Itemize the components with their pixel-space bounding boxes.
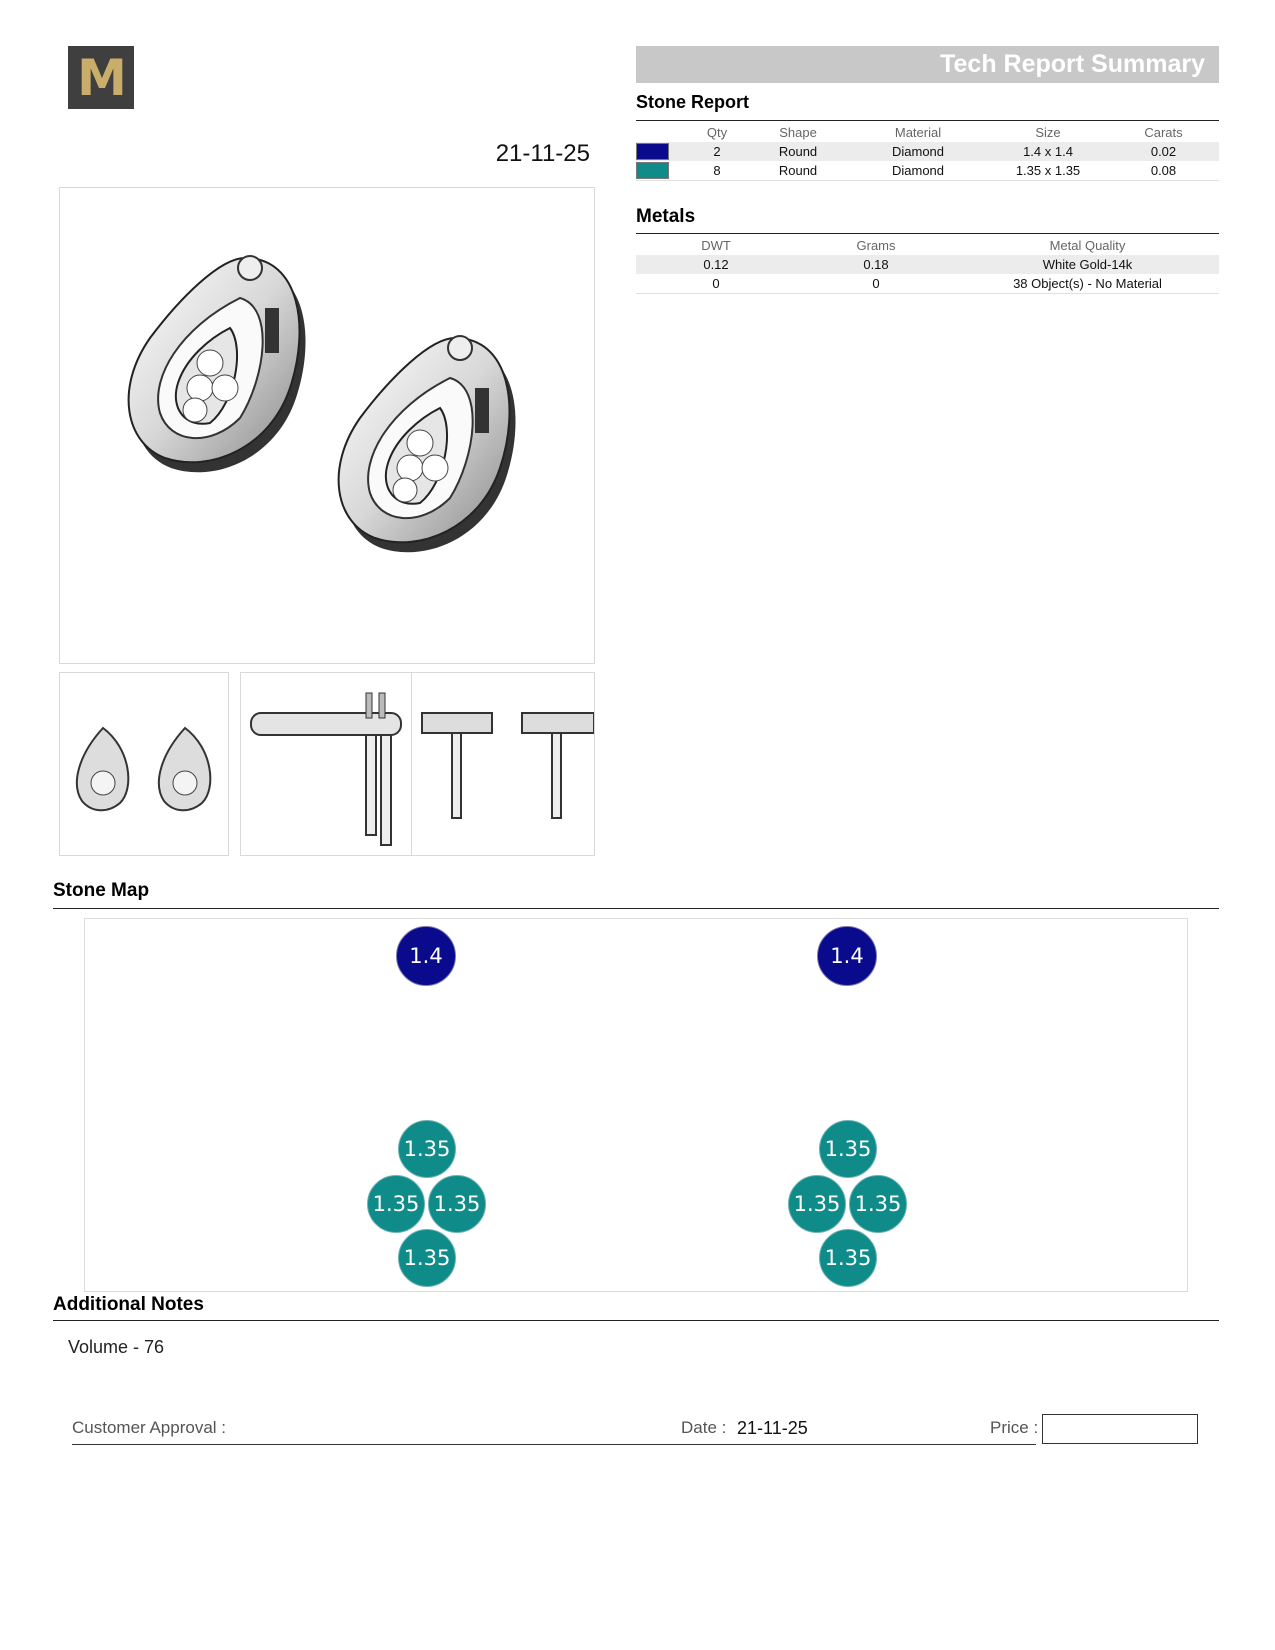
table-row: [636, 274, 1219, 294]
swatch-header: [636, 122, 686, 142]
table-row: [636, 142, 1219, 161]
stone-marker: 1.35: [788, 1175, 846, 1233]
side-view-render: [241, 673, 411, 855]
profile-view-render: [412, 673, 594, 855]
metals-table: [636, 235, 1219, 294]
stone-marker: 1.35: [819, 1120, 877, 1178]
stone-marker: 1.35: [367, 1175, 425, 1233]
col-qty: Qty: [706, 124, 728, 140]
stone-map-heading: Stone Map: [53, 880, 150, 901]
additional-notes-rule: [53, 1320, 1219, 1321]
stone-marker: 1.35: [398, 1229, 456, 1287]
table-row: [636, 161, 1219, 181]
stone-qty: 2: [686, 142, 748, 161]
stone-report-table: [636, 122, 1219, 181]
col-metal-quality: Metal Quality: [1049, 237, 1126, 253]
thumbnail-front-view: [59, 672, 229, 856]
stone-report-header-row: [636, 122, 1219, 142]
stone-marker: 1.35: [428, 1175, 486, 1233]
additional-notes-heading: Additional Notes: [53, 1294, 204, 1315]
stone-material: Diamond: [848, 142, 988, 161]
col-size: Size: [1035, 124, 1061, 140]
col-material: Material: [894, 124, 942, 140]
company-logo: [68, 46, 134, 109]
stone-size: 1.35 x 1.35: [988, 161, 1108, 181]
stone-shape: Round: [748, 142, 848, 161]
date-label: Date :: [681, 1418, 727, 1437]
earrings-render: [60, 188, 594, 663]
metals-heading: Metals: [636, 206, 696, 227]
approval-line: [72, 1444, 1036, 1445]
notes-text: Volume - 76: [68, 1337, 165, 1357]
approval-date-value: 21-11-25: [737, 1418, 808, 1438]
stone-carats: 0.08: [1108, 161, 1219, 181]
thumbnail-profile-view: [411, 672, 595, 856]
stone-marker: 1.4: [817, 926, 877, 986]
stone-marker: 1.4: [396, 926, 456, 986]
stone-shape: Round: [748, 161, 848, 181]
metal-quality: 38 Object(s) - No Material: [956, 274, 1219, 294]
stone-color-swatch: [636, 143, 669, 160]
stone-marker: 1.35: [398, 1120, 456, 1178]
metal-dwt: 0: [636, 274, 796, 294]
metal-grams: 0.18: [796, 255, 956, 274]
stone-material: Diamond: [848, 161, 988, 181]
thumbnail-side-view: [240, 672, 412, 856]
stone-size: 1.4 x 1.4: [988, 142, 1108, 161]
col-grams: Grams: [856, 237, 896, 253]
front-view-render: [60, 673, 228, 855]
col-carats: Carats: [1144, 124, 1183, 140]
report-date: 21-11-25: [495, 140, 590, 167]
table-row: [636, 255, 1219, 274]
metals-rule: [636, 233, 1219, 234]
col-dwt: DWT: [701, 237, 731, 253]
logo-letter: M: [77, 48, 125, 107]
stone-marker: 1.35: [849, 1175, 907, 1233]
stone-marker: 1.35: [819, 1229, 877, 1287]
metal-quality: White Gold-14k: [956, 255, 1219, 274]
metal-dwt: 0.12: [636, 255, 796, 274]
report-title: Tech Report Summary: [940, 50, 1205, 78]
stone-report-rule: [636, 120, 1219, 121]
metals-header-row: [636, 235, 1219, 255]
price-label: Price :: [990, 1418, 1039, 1437]
metal-grams: 0: [796, 274, 956, 294]
stone-map-rule: [53, 908, 1219, 909]
price-field[interactable]: [1042, 1414, 1198, 1444]
stone-qty: 8: [686, 161, 748, 181]
stone-map: [84, 918, 1188, 1292]
col-shape: Shape: [779, 124, 817, 140]
customer-approval-label: Customer Approval :: [72, 1418, 227, 1437]
stone-carats: 0.02: [1108, 142, 1219, 161]
stone-report-heading: Stone Report: [636, 92, 750, 112]
stone-color-swatch: [636, 162, 669, 179]
main-render-image: [59, 187, 595, 664]
title-bar: [636, 46, 1219, 83]
